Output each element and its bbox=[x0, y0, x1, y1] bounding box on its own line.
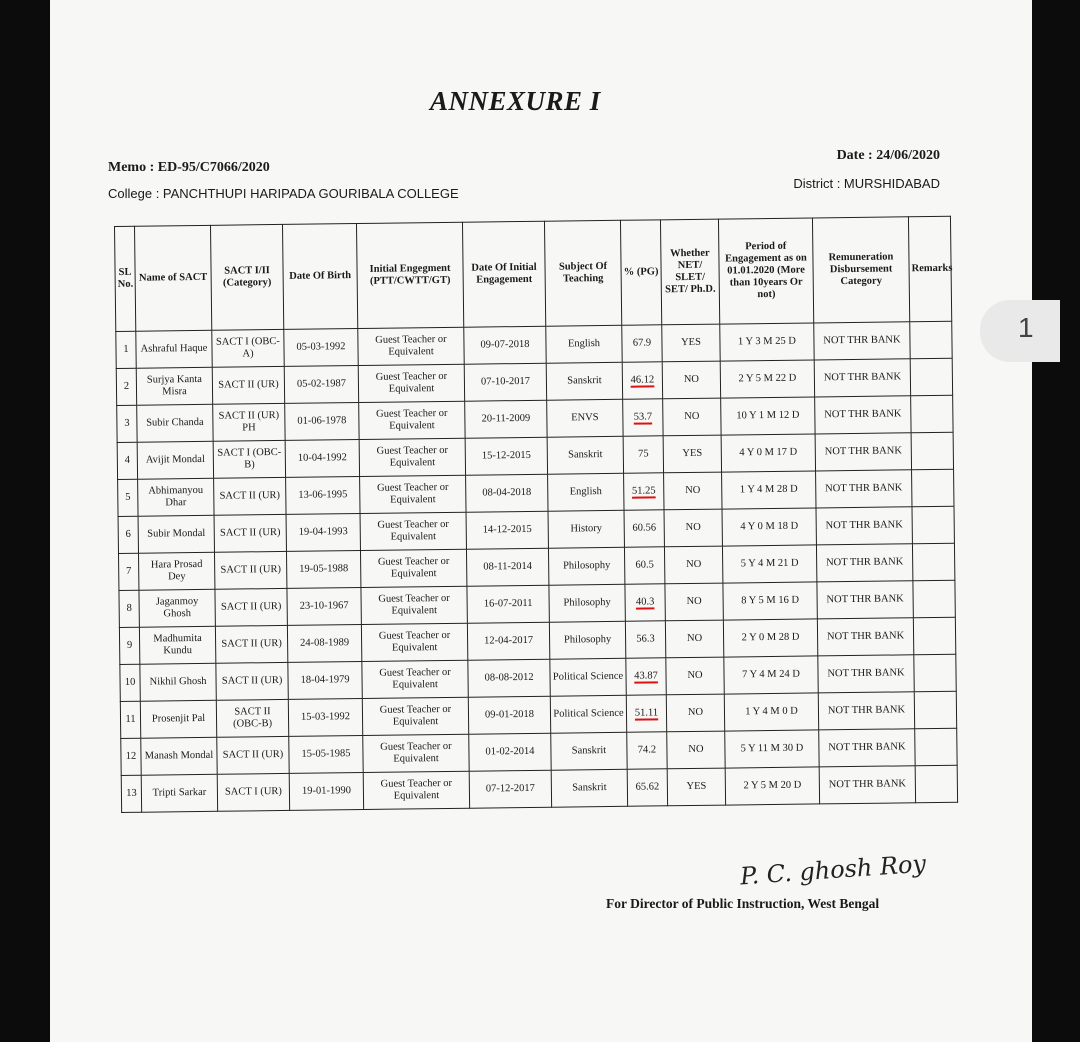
cell-date-of-initial-engagement: 08-04-2018 bbox=[466, 474, 548, 512]
cell-sact-category: SACT II (UR) PH bbox=[213, 403, 285, 441]
cell-date-of-birth: 24-08-1989 bbox=[287, 625, 361, 663]
cell-sact-category: SACT II (UR) bbox=[215, 588, 287, 626]
cell-subject: English bbox=[548, 473, 624, 511]
cell-subject: Sanskrit bbox=[546, 362, 622, 400]
cell-sact-category: SACT II (UR) bbox=[214, 514, 286, 552]
cell-date-of-initial-engagement: 08-11-2014 bbox=[466, 548, 548, 586]
cell-date-of-birth: 23-10-1967 bbox=[287, 588, 361, 626]
cell-name: Prosenjit Pal bbox=[140, 700, 216, 738]
cell-date-of-birth: 19-05-1988 bbox=[286, 551, 360, 589]
cell-engagement-period: 2 Y 5 M 22 D bbox=[720, 360, 814, 398]
district-name: District : MURSHIDABAD bbox=[793, 176, 940, 191]
cell-initial-engagement: Guest Teacher or Equivalent bbox=[359, 401, 465, 439]
cell-net-slet-set-phd: NO bbox=[664, 472, 722, 510]
cell-name: Hara Prosad Dey bbox=[138, 552, 214, 590]
cell-remarks bbox=[911, 395, 953, 433]
cell-net-slet-set-phd: YES bbox=[667, 768, 725, 806]
cell-initial-engagement: Guest Teacher or Equivalent bbox=[360, 512, 466, 550]
cell-name: Madhumita Kundu bbox=[139, 626, 215, 664]
sact-table bbox=[114, 216, 958, 813]
document-title: ANNEXURE I bbox=[430, 86, 601, 116]
cell-name: Ashraful Haque bbox=[136, 330, 212, 368]
cell-sl-no: 10 bbox=[120, 664, 140, 701]
cell-initial-engagement: Guest Teacher or Equivalent bbox=[359, 438, 465, 476]
cell-date-of-initial-engagement: 08-08-2012 bbox=[468, 659, 550, 697]
cell-net-slet-set-phd: NO bbox=[664, 546, 722, 584]
cell-engagement-period: 8 Y 5 M 16 D bbox=[723, 582, 817, 620]
cell-pg-percent: 46.12 bbox=[622, 362, 662, 399]
cell-remuneration-category: NOT THR BANK bbox=[819, 729, 915, 767]
cell-net-slet-set-phd: NO bbox=[662, 361, 720, 399]
cell-date-of-birth: 18-04-1979 bbox=[288, 662, 362, 700]
cell-remuneration-category: NOT THR BANK bbox=[816, 507, 912, 545]
cell-remuneration-category: NOT THR BANK bbox=[818, 655, 914, 693]
cell-pg-percent: 67.9 bbox=[622, 325, 662, 362]
cell-date-of-birth: 15-03-1992 bbox=[288, 699, 362, 737]
cell-net-slet-set-phd: NO bbox=[665, 583, 723, 621]
cell-net-slet-set-phd: NO bbox=[663, 398, 721, 436]
cell-sact-category: SACT II (OBC-B) bbox=[216, 699, 288, 737]
cell-initial-engagement: Guest Teacher or Equivalent bbox=[362, 660, 468, 698]
cell-sl-no: 4 bbox=[117, 442, 137, 479]
cell-engagement-period: 7 Y 4 M 24 D bbox=[724, 656, 818, 694]
cell-date-of-birth: 05-03-1992 bbox=[284, 329, 358, 367]
page-number: 1 bbox=[1018, 312, 1034, 343]
cell-engagement-period: 10 Y 1 M 12 D bbox=[721, 397, 815, 435]
cell-sl-no: 8 bbox=[119, 590, 139, 627]
cell-net-slet-set-phd: NO bbox=[667, 731, 725, 769]
cell-date-of-initial-engagement: 14-12-2015 bbox=[466, 511, 548, 549]
cell-subject: Sanskrit bbox=[551, 732, 627, 770]
cell-date-of-initial-engagement: 20-11-2009 bbox=[465, 400, 547, 438]
cell-remarks bbox=[914, 654, 956, 692]
cell-pg-percent: 43.87 bbox=[626, 658, 666, 695]
cell-initial-engagement: Guest Teacher or Equivalent bbox=[362, 697, 468, 735]
cell-sact-category: SACT II (UR) bbox=[212, 366, 284, 404]
header-subject: Subject Of Teaching bbox=[544, 220, 621, 326]
header-name: Name of SACT bbox=[135, 225, 212, 331]
cell-engagement-period: 5 Y 4 M 21 D bbox=[722, 545, 816, 583]
cell-pg-percent: 56.3 bbox=[625, 621, 665, 658]
cell-initial-engagement: Guest Teacher or Equivalent bbox=[361, 623, 467, 661]
cell-subject: Political Science bbox=[550, 658, 626, 696]
cell-date-of-birth: 15-05-1985 bbox=[289, 735, 363, 773]
cell-date-of-initial-engagement: 16-07-2011 bbox=[467, 585, 549, 623]
cell-date-of-initial-engagement: 12-04-2017 bbox=[467, 622, 549, 660]
cell-sl-no: 5 bbox=[118, 479, 138, 516]
cell-net-slet-set-phd: NO bbox=[664, 509, 722, 547]
signature: P. C. ghosh Roy bbox=[739, 849, 927, 891]
cell-sl-no: 9 bbox=[119, 627, 139, 664]
cell-date-of-initial-engagement: 15-12-2015 bbox=[465, 437, 547, 475]
cell-remarks bbox=[911, 432, 953, 470]
cell-subject: Philosophy bbox=[548, 547, 624, 585]
cell-pg-percent: 51.11 bbox=[626, 695, 666, 732]
cell-sact-category: SACT II (UR) bbox=[214, 551, 286, 589]
document-page bbox=[50, 0, 1032, 1042]
cell-pg-percent: 65.62 bbox=[627, 769, 667, 806]
college-name: College : PANCHTHUPI HARIPADA GOURIBALA COLLEGE bbox=[108, 186, 459, 201]
cell-date-of-initial-engagement: 09-07-2018 bbox=[464, 326, 546, 364]
header-pg-percent: % (PG) bbox=[620, 220, 661, 325]
cell-sl-no: 6 bbox=[118, 516, 138, 553]
cell-date-of-initial-engagement: 07-10-2017 bbox=[464, 363, 546, 401]
cell-pg-percent: 74.2 bbox=[627, 732, 667, 769]
cell-remuneration-category: NOT THR BANK bbox=[815, 396, 911, 434]
cell-sl-no: 1 bbox=[116, 331, 136, 368]
cell-sl-no: 13 bbox=[121, 775, 141, 812]
cell-sact-category: SACT I (OBC-B) bbox=[213, 440, 285, 478]
cell-subject: Philosophy bbox=[549, 621, 625, 659]
header-date-of-birth: Date Of Birth bbox=[282, 224, 357, 330]
cell-remuneration-category: NOT THR BANK bbox=[817, 581, 913, 619]
cell-remuneration-category: NOT THR BANK bbox=[816, 470, 912, 508]
memo-number: Memo : ED-95/C7066/2020 bbox=[108, 160, 270, 175]
cell-engagement-period: 4 Y 0 M 17 D bbox=[721, 434, 815, 472]
cell-remarks bbox=[910, 321, 952, 359]
header-sl-no: SL No. bbox=[115, 226, 136, 331]
table-body bbox=[116, 321, 958, 812]
cell-remarks bbox=[912, 543, 954, 581]
cell-remarks bbox=[915, 728, 957, 766]
cell-initial-engagement: Guest Teacher or Equivalent bbox=[361, 586, 467, 624]
cell-initial-engagement: Guest Teacher or Equivalent bbox=[360, 475, 466, 513]
cell-pg-percent: 40.3 bbox=[625, 584, 665, 621]
header-engagement-period: Period of Engagement as on 01.01.2020 (More than 10years Or not) bbox=[718, 218, 813, 324]
cell-name: Subir Chanda bbox=[137, 404, 213, 442]
cell-sact-category: SACT II (UR) bbox=[217, 736, 289, 774]
cell-sact-category: SACT II (UR) bbox=[215, 625, 287, 663]
cell-pg-percent: 60.56 bbox=[624, 510, 664, 547]
cell-net-slet-set-phd: NO bbox=[666, 657, 724, 695]
cell-name: Abhimanyou Dhar bbox=[138, 478, 214, 516]
cell-remarks bbox=[913, 580, 955, 618]
cell-remuneration-category: NOT THR BANK bbox=[818, 692, 914, 730]
cell-subject: Sanskrit bbox=[551, 769, 627, 807]
cell-date-of-birth: 13-06-1995 bbox=[286, 477, 360, 515]
cell-remuneration-category: NOT THR BANK bbox=[817, 618, 913, 656]
cell-engagement-period: 1 Y 4 M 0 D bbox=[724, 693, 818, 731]
cell-net-slet-set-phd: NO bbox=[666, 694, 724, 732]
cell-engagement-period: 1 Y 4 M 28 D bbox=[722, 471, 816, 509]
cell-sl-no: 7 bbox=[119, 553, 139, 590]
cell-sact-category: SACT I (UR) bbox=[217, 773, 289, 811]
cell-remuneration-category: NOT THR BANK bbox=[814, 359, 910, 397]
cell-date-of-initial-engagement: 01-02-2014 bbox=[469, 733, 551, 771]
cell-remarks bbox=[915, 765, 957, 803]
cell-sact-category: SACT II (UR) bbox=[214, 477, 286, 515]
cell-remarks bbox=[910, 358, 952, 396]
cell-name: Surjya Kanta Misra bbox=[136, 367, 212, 405]
cell-sl-no: 3 bbox=[117, 405, 137, 442]
cell-remarks bbox=[912, 506, 954, 544]
cell-remuneration-category: NOT THR BANK bbox=[816, 544, 912, 582]
cell-name: Nikhil Ghosh bbox=[140, 663, 216, 701]
cell-subject: Political Science bbox=[550, 695, 626, 733]
cell-name: Tripti Sarkar bbox=[141, 774, 217, 812]
cell-net-slet-set-phd: NO bbox=[665, 620, 723, 658]
cell-sact-category: SACT II (UR) bbox=[216, 662, 288, 700]
cell-engagement-period: 4 Y 0 M 18 D bbox=[722, 508, 816, 546]
cell-subject: ENVS bbox=[547, 399, 623, 437]
cell-sl-no: 12 bbox=[121, 738, 141, 775]
cell-date-of-birth: 19-01-1990 bbox=[289, 772, 363, 810]
cell-net-slet-set-phd: YES bbox=[663, 435, 721, 473]
cell-initial-engagement: Guest Teacher or Equivalent bbox=[363, 771, 469, 809]
cell-date-of-birth: 10-04-1992 bbox=[285, 440, 359, 478]
header-remarks: Remarks bbox=[908, 216, 951, 322]
cell-name: Subir Mondal bbox=[138, 515, 214, 553]
cell-sl-no: 2 bbox=[116, 368, 136, 405]
cell-engagement-period: 2 Y 5 M 20 D bbox=[725, 767, 819, 805]
cell-remarks bbox=[913, 617, 955, 655]
cell-subject: Sanskrit bbox=[547, 436, 623, 474]
signatory-line: For Director of Public Instruction, West Bengal bbox=[606, 896, 880, 911]
cell-engagement-period: 1 Y 3 M 25 D bbox=[720, 323, 814, 361]
cell-sact-category: SACT I (OBC-A) bbox=[212, 329, 284, 367]
cell-name: Manash Mondal bbox=[141, 737, 217, 775]
cell-sl-no: 11 bbox=[120, 701, 140, 738]
header-remuneration-category: Remuneration Disbursement Category bbox=[812, 217, 909, 323]
cell-pg-percent: 53.7 bbox=[623, 399, 663, 436]
cell-pg-percent: 75 bbox=[623, 436, 663, 473]
cell-subject: History bbox=[548, 510, 624, 548]
header-date-of-initial-engagement: Date Of Initial Engagement bbox=[462, 221, 545, 327]
header-initial-engagement: Initial Engegment (PTT/CWTT/GT) bbox=[356, 222, 463, 328]
cell-remuneration-category: NOT THR BANK bbox=[815, 433, 911, 471]
cell-date-of-initial-engagement: 07-12-2017 bbox=[469, 770, 551, 808]
cell-date-of-birth: 05-02-1987 bbox=[284, 366, 358, 404]
memo-date: Date : 24/06/2020 bbox=[836, 148, 940, 163]
cell-remuneration-category: NOT THR BANK bbox=[814, 322, 910, 360]
cell-engagement-period: 5 Y 11 M 30 D bbox=[725, 730, 819, 768]
cell-subject: Philosophy bbox=[549, 584, 625, 622]
cell-initial-engagement: Guest Teacher or Equivalent bbox=[358, 364, 464, 402]
cell-engagement-period: 2 Y 0 M 28 D bbox=[723, 619, 817, 657]
cell-date-of-birth: 01-06-1978 bbox=[285, 403, 359, 441]
cell-initial-engagement: Guest Teacher or Equivalent bbox=[363, 734, 469, 772]
header-net-slet-set-phd: Whether NET/ SLET/ SET/ Ph.D. bbox=[660, 219, 719, 325]
header-sact-category: SACT I/II (Category) bbox=[210, 224, 283, 330]
cell-remarks bbox=[914, 691, 956, 729]
cell-subject: English bbox=[546, 325, 622, 363]
cell-net-slet-set-phd: YES bbox=[662, 324, 720, 362]
cell-pg-percent: 51.25 bbox=[624, 473, 664, 510]
cell-pg-percent: 60.5 bbox=[624, 547, 664, 584]
cell-remuneration-category: NOT THR BANK bbox=[819, 766, 915, 804]
cell-name: Jaganmoy Ghosh bbox=[139, 589, 215, 627]
cell-remarks bbox=[912, 469, 954, 507]
cell-date-of-birth: 19-04-1993 bbox=[286, 514, 360, 552]
cell-initial-engagement: Guest Teacher or Equivalent bbox=[358, 327, 464, 365]
cell-date-of-initial-engagement: 09-01-2018 bbox=[468, 696, 550, 734]
cell-initial-engagement: Guest Teacher or Equivalent bbox=[360, 549, 466, 587]
cell-name: Avijit Mondal bbox=[137, 441, 213, 479]
table-header-row bbox=[115, 216, 952, 331]
